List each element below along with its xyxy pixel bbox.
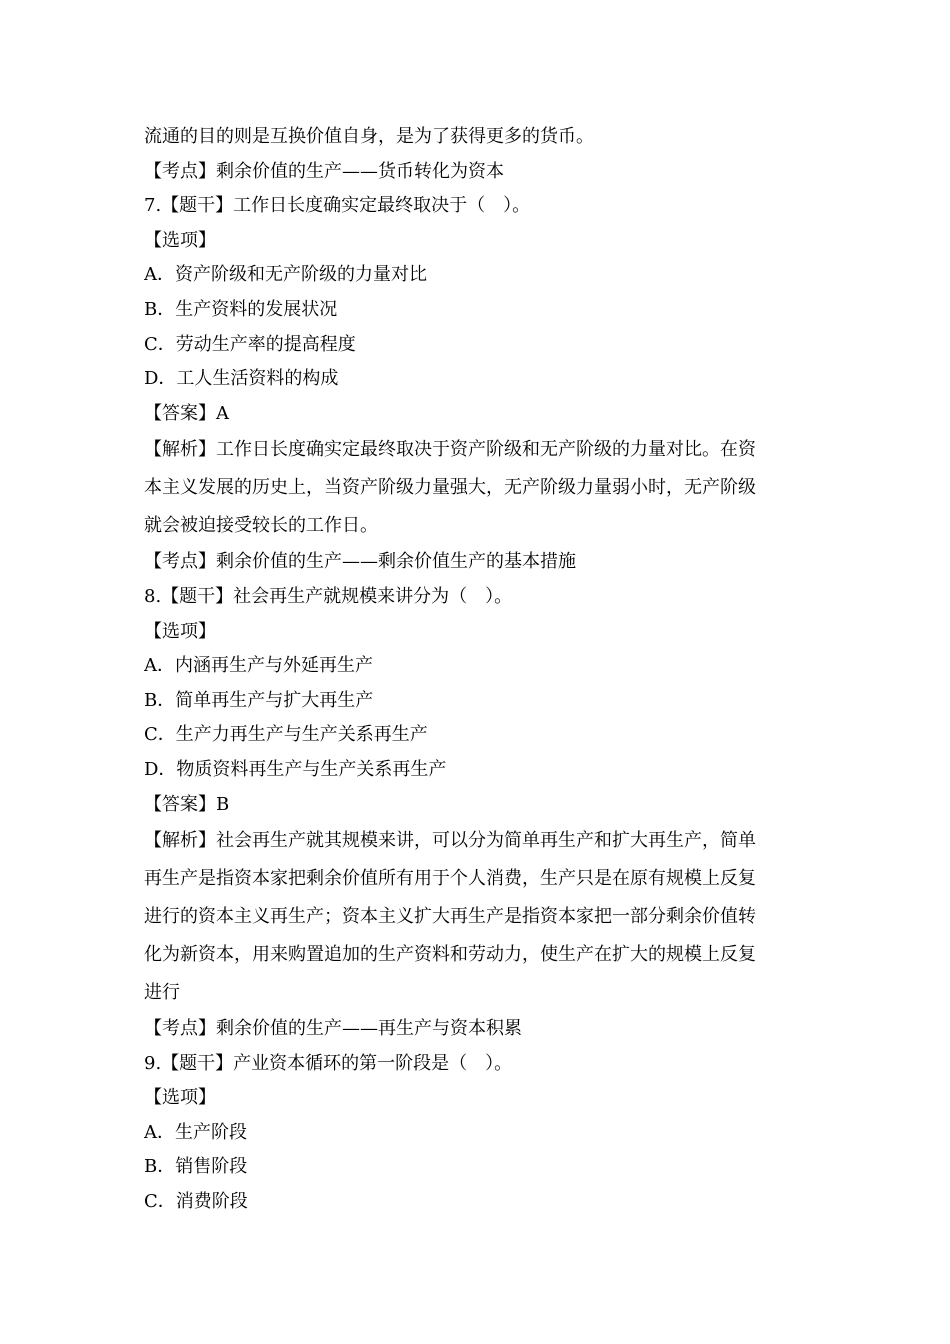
text-line: 【考点】剩余价值的生产——货币转化为资本 [144,160,504,182]
option-b: B．简单再生产与扩大再生产 [144,689,374,711]
options-label: 【选项】 [144,620,216,642]
analysis-line: 化为新资本，用来购置追加的生产资料和劳动力，使生产在扩大的规模上反复 [144,944,756,966]
answer: 【答案】B [144,793,230,815]
analysis-line: 进行 [144,982,180,1004]
question-8-stem: 8.【题干】社会再生产就规模来讲分为（ ）。 [144,585,513,607]
knowledge-point: 【考点】剩余价值的生产——剩余价值生产的基本措施 [144,551,576,573]
answer: 【答案】A [144,402,229,424]
analysis-line: 就会被迫接受较长的工作日。 [144,515,378,537]
question-9-stem: 9.【题干】产业资本循环的第一阶段是（ ）。 [144,1052,513,1074]
document-page [144,120,816,1220]
analysis-line: 【解析】社会再生产就其规模来讲，可以分为简单再生产和扩大再生产，简单 [144,830,756,852]
analysis-line: 进行的资本主义再生产；资本主义扩大再生产是指资本家把一部分剩余价值转 [144,906,756,928]
option-c: C．消费阶段 [144,1191,248,1213]
option-b: B．销售阶段 [144,1156,248,1178]
knowledge-point: 【考点】剩余价值的生产——再生产与资本积累 [144,1018,522,1040]
text-line: 流通的目的则是互换价值自身，是为了获得更多的货币。 [144,126,594,147]
option-a: A．生产阶段 [144,1121,247,1143]
analysis-line: 再生产是指资本家把剩余价值所有用于个人消费，生产只是在原有规模上反复 [144,868,756,890]
option-b: B．生产资料的发展状况 [144,298,338,320]
options-label: 【选项】 [144,229,216,251]
question-7-stem: 7.【题干】工作日长度确实定最终取决于（ ）。 [144,195,531,217]
option-d: D．工人生活资料的构成 [144,368,339,390]
option-c: C．劳动生产率的提高程度 [144,333,356,355]
options-label: 【选项】 [144,1087,216,1109]
analysis-line: 本主义发展的历史上，当资产阶级力量强大，无产阶级力量弱小时，无产阶级 [144,477,756,499]
option-a: A．内涵再生产与外延再生产 [144,655,373,677]
option-c: C．生产力再生产与生产关系再生产 [144,724,428,746]
analysis-line: 【解析】工作日长度确实定最终取决于资产阶级和无产阶级的力量对比。在资 [144,439,756,461]
option-a: A．资产阶级和无产阶级的力量对比 [144,264,427,286]
option-d: D．物质资料再生产与生产关系再生产 [144,758,447,780]
